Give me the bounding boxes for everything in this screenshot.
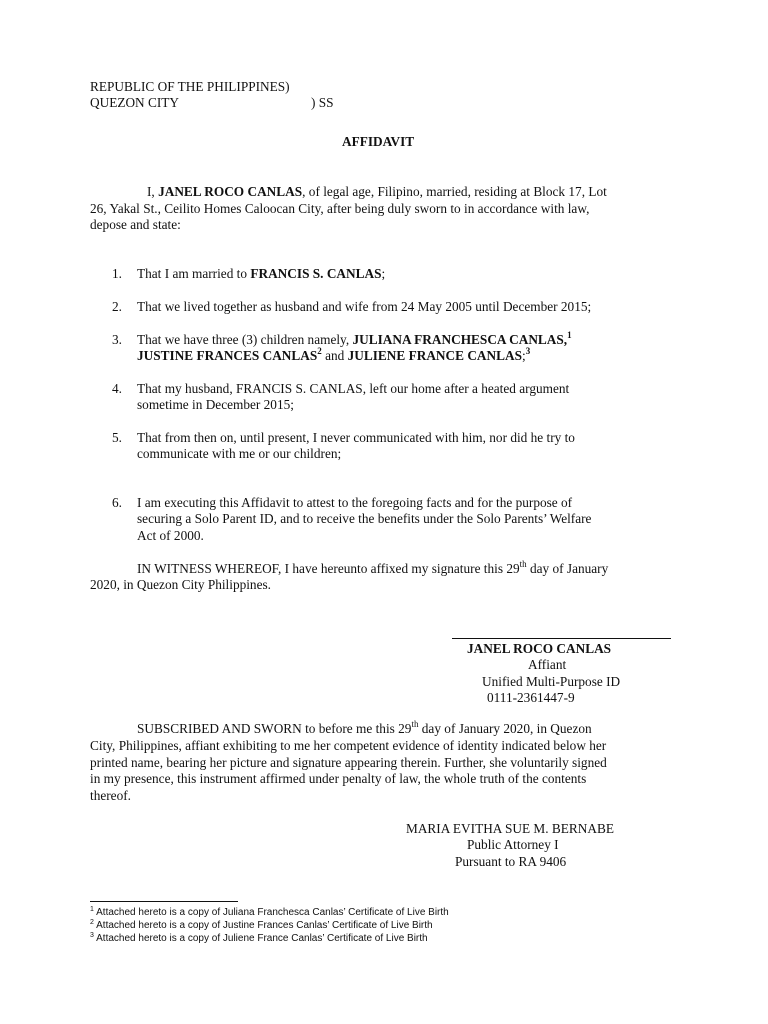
item-number: 2. — [112, 299, 122, 314]
intro-line-1: I, JANEL ROCO CANLAS, of legal age, Filipino, married, residing at Block 17, Lot — [147, 184, 607, 199]
affiant-id-type: Unified Multi-Purpose ID — [482, 674, 621, 689]
venue-ss: ) SS — [311, 95, 334, 110]
list-item: I am executing this Affidavit to attest to the foregoing facts and for the purpose of — [137, 495, 573, 510]
jurat-line-4: in my presence, this instrument affirmed under penalty of law, the whole truth of the contents — [90, 771, 587, 786]
affiant-role: Affiant — [528, 657, 567, 672]
list-item: That we lived together as husband and wife from 24 May 2005 until December 2015; — [137, 299, 592, 314]
document-title: AFFIDAVIT — [342, 134, 415, 149]
list-item: That from then on, until present, I never communicated with him, nor did he try to — [137, 430, 575, 445]
item-number: 4. — [112, 381, 122, 396]
item-number: 3. — [112, 332, 122, 347]
item-number: 5. — [112, 430, 122, 445]
list-item-continuation: JUSTINE FRANCES CANLAS$^2$ and JULIENE FRANCE CANLAS;$^3$ — [137, 345, 531, 363]
signature-line — [452, 638, 671, 639]
list-item: That my husband, FRANCIS S. CANLAS, left our home after a heated argument — [137, 381, 570, 396]
venue-line-republic: REPUBLIC OF THE PHILIPPINES) — [90, 79, 290, 94]
jurat-line-3: printed name, bearing her picture and signature appearing therein. Further, she voluntarily signed — [90, 755, 607, 770]
witness-line-2: 2020, in Quezon City Philippines. — [90, 577, 271, 592]
footnote-2: $^2$ Attached hereto is a copy of Justine Frances Canlas’ Certificate of Live Birth — [90, 918, 433, 931]
jurat-line-1: SUBSCRIBED AND SWORN to before me this 29th day of January 2020, in Quezon — [137, 718, 592, 736]
notary-authority: Pursuant to RA 9406 — [455, 854, 567, 869]
list-item-continuation: securing a Solo Parent ID, and to receive the benefits under the Solo Parents’ Welfare — [137, 511, 592, 526]
footnote-1: $^1$ Attached hereto is a copy of Juliana Franchesca Canlas’ Certificate of Live Birth — [90, 905, 449, 918]
list-item: That I am married to FRANCIS S. CANLAS; — [137, 266, 386, 281]
notary-name: MARIA EVITHA SUE M. BERNABE — [406, 821, 614, 836]
footnote-3: $^3$ Attached hereto is a copy of Juliene France Canlas’ Certificate of Live Birth — [90, 931, 428, 944]
notary-title: Public Attorney I — [467, 837, 559, 852]
list-item-continuation: sometime in December 2015; — [137, 397, 294, 412]
footnote-ref[interactable]: 3 — [525, 345, 531, 356]
affiant-id-number: 0111-2361447-9 — [487, 690, 575, 705]
footnote-ref[interactable]: 1 — [567, 329, 572, 340]
affiant-name: JANEL ROCO CANLAS — [467, 641, 612, 656]
intro-line-2: 26, Yakal St., Ceilito Homes Caloocan City, after being duly sworn to in accordance with law, — [90, 201, 590, 216]
affiant-name-intro: JANEL ROCO CANLAS — [158, 184, 303, 199]
item-number: 1. — [112, 266, 122, 281]
footnote-ref[interactable]: 2 — [317, 345, 322, 356]
list-item-continuation: Act of 2000. — [137, 528, 204, 543]
intro-line-3: depose and state: — [90, 217, 181, 232]
witness-line-1: IN WITNESS WHEREOF, I have hereunto affixed my signature this 29th day of January — [137, 558, 609, 576]
footnote-separator — [90, 901, 238, 902]
item-number: 6. — [112, 495, 122, 510]
venue-line-city: QUEZON CITY — [90, 95, 180, 110]
list-item: That we have three (3) children namely, JULIANA FRANCHESCA CANLAS,$^1$ — [137, 329, 572, 347]
jurat-line-5: thereof. — [90, 788, 131, 803]
list-item-continuation: communicate with me or our children; — [137, 446, 342, 461]
jurat-line-2: City, Philippines, affiant exhibiting to me her competent evidence of identity indicated below her — [90, 738, 607, 753]
